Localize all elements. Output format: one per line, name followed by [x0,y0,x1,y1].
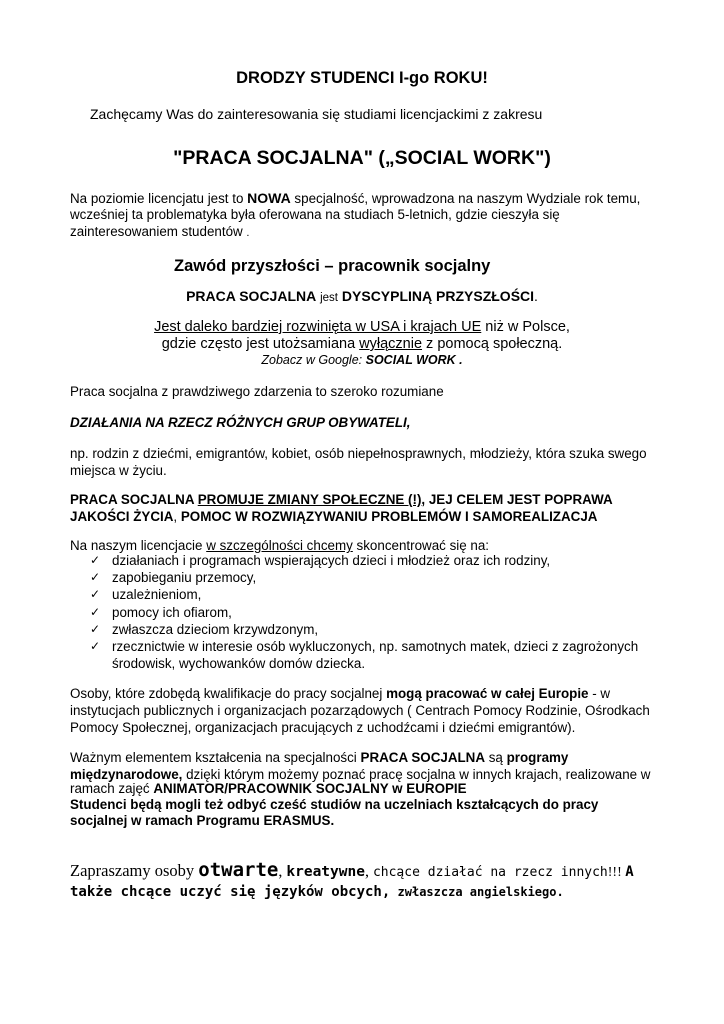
list-item-text: pomocy ich ofiarom, [112,604,232,620]
intl-line4: Studenci będą mogli też odbyć cześć studiów na uczelniach kształcących do pracy [70,797,599,812]
work-emphasis: mogą pracować w całej Europie [386,686,589,701]
para2: Praca socjalna z prawdziwego zdarzenia to szeroko rozumiane [70,384,444,399]
title: "PRACA SOCJALNA" („SOCIAL WORK") [173,147,551,169]
promotes-text: PRACA SOCJALNA [70,492,198,507]
discipline-d: . [534,288,538,304]
usa-text: gdzie często jest utożsamiana [161,336,360,352]
para1-line3 [70,223,249,242]
list-item [90,638,672,672]
google-keyword: SOCIAL WORK . [365,353,463,367]
check-icon: ✓ [90,604,101,619]
google-hint [0,352,724,368]
list-item-text: działaniach i programach wspierających dzieci i młodzież oraz ich rodziny, [112,553,551,568]
work-text: - w [588,686,611,701]
usa-line2 [0,335,724,353]
para1-text: zainteresowaniem studentów [70,224,247,239]
check-icon: ✓ [90,621,101,636]
closing-comma: , [364,863,373,880]
promotes-line1 [70,491,613,508]
promotes-line2 [70,508,597,525]
intl-line5: socjalnej w ramach Programu ERASMUS. [70,813,335,828]
list-item [90,552,690,569]
checklist [90,552,690,672]
list-item-text: zwłaszcza dzieciom krzywdzonym, [112,621,319,637]
intl-text: ramach zajęć [70,781,154,796]
groups-line1: np. rodzin z dziećmi, emigrantów, kobiet, osób niepełnosprawnych, młodzieży, która szuka swego [70,446,647,461]
work-text: Osoby, które zdobędą kwalifikacje do pracy socjalnej [70,686,387,701]
intl-text: Ważnym elementem kształcenia na specjalności [70,750,361,765]
promotes-underlined: PROMUJE ZMIANY SPOŁECZNE (!) [197,492,422,507]
focus-text: Na naszym licencjacie [70,538,207,553]
google-text: Zobacz w Google: [261,353,366,367]
para1-line1 [70,189,640,207]
list-item-text: zapobieganiu przemocy, [112,570,257,586]
closing-wish: chcące działać na rzecz innych [372,865,608,880]
check-icon: ✓ [90,553,101,567]
intl-line3 [70,780,467,797]
discipline-a: PRACA SOCJALNA [186,288,317,304]
focus-text: skoncentrować się na: [352,538,490,553]
para1-dot: . [246,227,250,239]
usa-text: niż w Polsce, [481,319,570,335]
new-emphasis: NOWA [247,190,291,206]
check-icon: ✓ [90,639,101,654]
promotes-text: , JEJ CELEM JEST POPRAWA [421,492,613,507]
intl-text: są [485,750,507,765]
list-item [90,569,690,586]
check-icon: ✓ [90,587,101,602]
discipline-b: jest [320,292,339,304]
list-item [90,586,690,603]
para1-text: Na poziomie licencjatu jest to [70,191,248,206]
list-item [90,621,690,638]
closing-line2 [70,880,564,903]
usa-line1 [0,318,724,336]
intl-emphasis: programy [506,750,569,765]
closing-languages: także chcące uczyć się języków obcych, [70,884,391,900]
list-item [90,604,690,621]
actions-heading: DZIAŁANIA NA RZECZ RÓŻNYCH GRUP OBYWATELI, [70,415,411,430]
groups-line2: miejsca w życiu. [70,463,167,478]
para1-text: specjalność, wprowadzona na naszym Wydziale rok temu, [290,191,641,206]
closing-english: zwłaszcza angielskiego. [390,885,564,899]
intl-emphasis: międzynarodowe, [70,767,183,782]
profession-heading: Zawód przyszłości – pracownik socjalny [174,257,491,275]
intl-text: dzięki którym możemy poznać pracę socjalna w innych krajach, realizowane w [182,767,651,782]
usa-exclusive: wyłącznie [359,336,423,352]
heading: DRODZY STUDENCI I-go ROKU! [236,69,488,87]
focus-underlined: w szczególności chcemy [206,538,353,553]
intro-line: Zachęcamy Was do zainteresowania się studiami licencjackimi z zakresu [90,106,543,122]
work-line2: instytucjach publicznych i organizacjach pozarządowych ( Centrach Pomocy Rodzinie, Ośrodkach [70,703,650,718]
work-line3: Pomocy Społecznej, organizacjach pracujących z uchodźcami i dziećmi emigrantów). [70,720,576,735]
closing-exclaim: !!! [607,865,626,880]
discipline-c: DYSCYPLINĄ PRZYSZŁOŚCI [341,288,535,304]
list-item-text: uzależnieniom, [112,587,202,603]
para1-line2: wcześniej ta problematyka była oferowana na studiach 5-letnich, gdzie cieszyła się [70,207,560,222]
check-icon: ✓ [90,570,101,585]
intl-line1 [70,749,568,766]
intl-emphasis: ANIMATOR/PRACOWNIK SOCJALNY w EUROPIE [153,781,467,796]
closing-text: Zapraszamy osoby [70,861,199,880]
closing-open: otwarte [198,859,279,881]
list-item-text: rzecznictwie w interesie osób wykluczonych, np. samotnych matek, dzieci z zagrożonych środowisk, wychowanków domów dziecka. [112,639,639,672]
closing-creative: kreatywne [286,864,365,880]
usa-text: z pomocą społeczną. [422,336,563,352]
closing-comma: , [278,863,287,880]
promotes-text: POMOC W ROZWIĄZYWANIU PROBLEMÓW I SAMOREALIZACJA [180,509,598,524]
work-line1 [70,685,610,702]
closing-a: A [625,864,634,880]
promotes-text: JAKOŚCI ŻYCIA [70,509,174,524]
intl-emphasis: PRACA SOCJALNA [360,750,486,765]
promotes-comma: , [173,509,181,524]
discipline-line [0,287,724,307]
usa-underlined: Jest daleko bardziej rozwinięta w USA i krajach UE [154,319,482,335]
